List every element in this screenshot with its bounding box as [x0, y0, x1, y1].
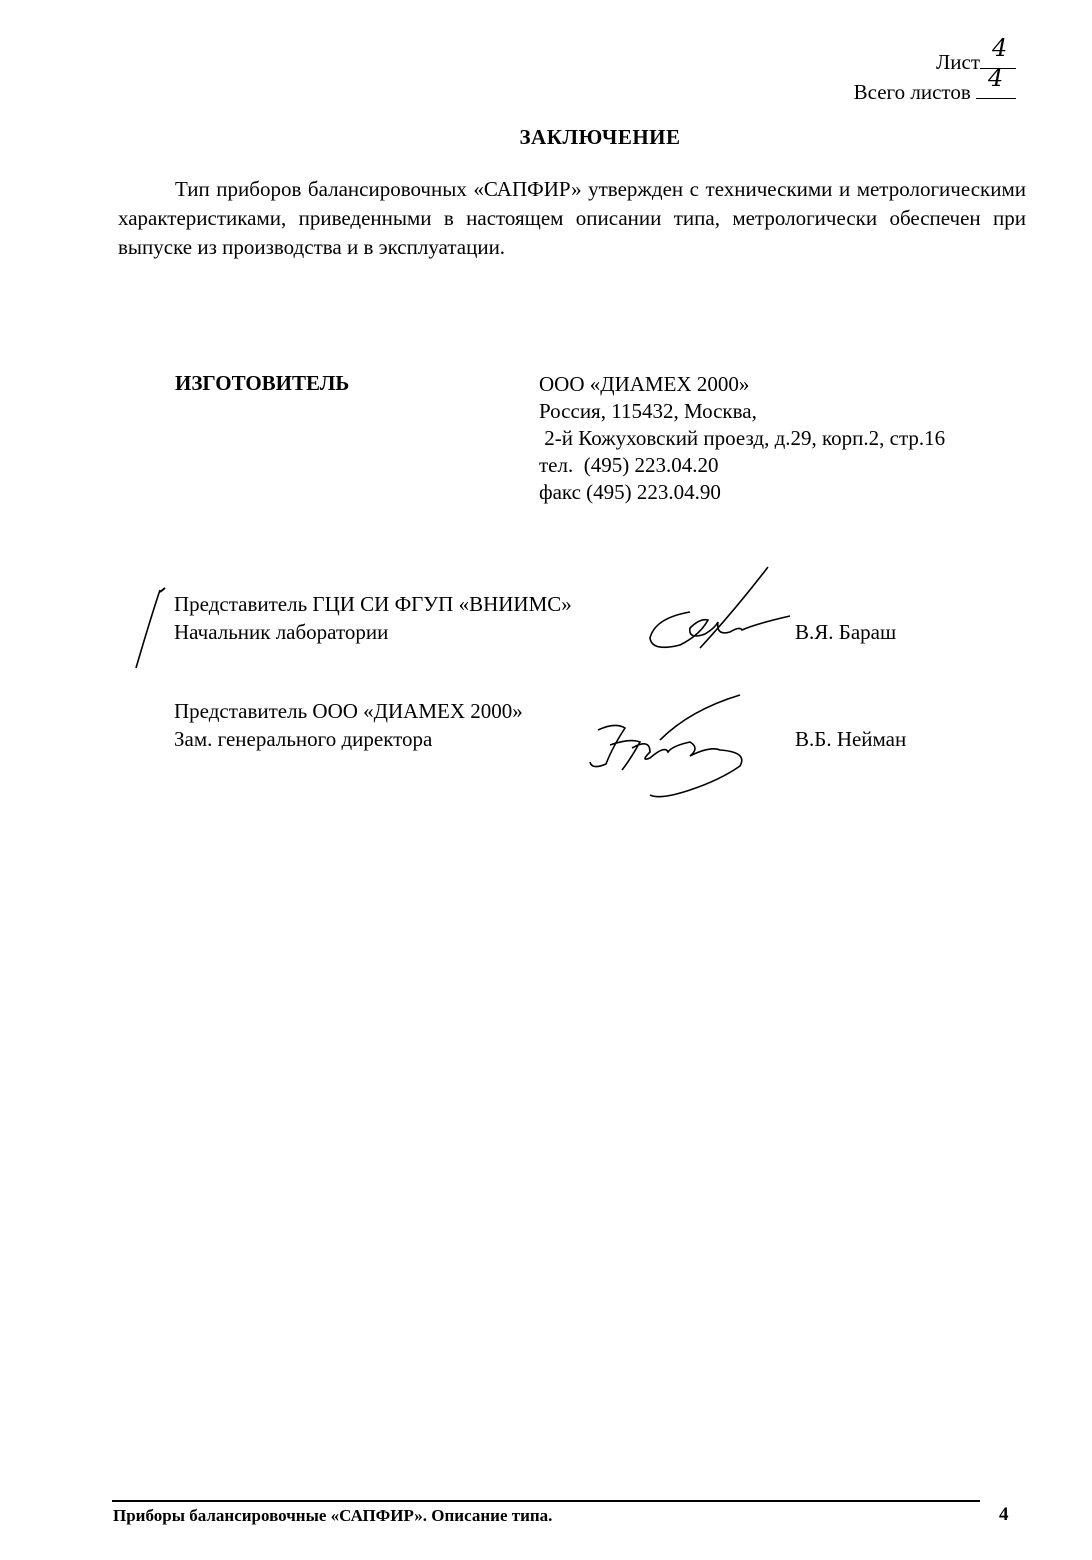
- manufacturer-company: ООО «ДИАМЕХ 2000»: [539, 372, 750, 396]
- total-sheets-handwritten: 4: [988, 64, 1004, 92]
- manufacturer-street: 2-й Кожуховский проезд, д.29, корп.2, стр.16: [539, 426, 946, 450]
- total-sheets-line: [853, 64, 1016, 106]
- manufacturer-fax: факс (495) 223.04.90: [539, 480, 721, 504]
- signatory-1-organization: Представитель ГЦИ СИ ФГУП «ВНИИМС»: [174, 592, 572, 616]
- footer-divider: [112, 1500, 980, 1502]
- conclusion-text: Тип приборов балансировочных «САПФИР» утвержден с техническими и метрологическими характеристиками, приведенными в настоящем описании типа, метрологически обеспечен при выпуске из производства и в эксплуатации.: [118, 177, 1026, 259]
- manufacturer-label: ИЗГОТОВИТЕЛЬ: [175, 371, 350, 395]
- manufacturer-city: Россия, 115432, Москва,: [539, 399, 757, 423]
- sheet-number-handwritten: 4: [992, 34, 1008, 62]
- signatory-2-organization: Представитель ООО «ДИАМЕХ 2000»: [174, 699, 523, 723]
- signatory-2-name: В.Б. Нейман: [795, 727, 907, 751]
- total-sheets-label: Всего листов: [853, 80, 971, 104]
- signatory-2-position: Зам. генерального директора: [174, 727, 433, 751]
- manufacturer-details: [539, 371, 945, 506]
- conclusion-paragraph: [118, 175, 1026, 262]
- sheet-label: Лист: [936, 50, 980, 74]
- signature-2-icon: [0, 0, 1, 1]
- manufacturer-phone: тел. (495) 223.04.20: [539, 453, 719, 477]
- footer-page-number: 4: [999, 1504, 1009, 1525]
- total-sheets-field: [976, 64, 1016, 99]
- signatory-2-block: [174, 697, 523, 753]
- signatory-1-name: В.Я. Бараш: [795, 620, 897, 644]
- signatory-1-position: Начальник лаборатории: [174, 620, 389, 644]
- sheet-info: [853, 34, 1016, 106]
- footer-document-title: Приборы балансировочные «САПФИР». Описание типа.: [113, 1506, 553, 1525]
- signatory-1-block: [174, 590, 572, 646]
- document-title: ЗАКЛЮЧЕНИЕ: [519, 125, 681, 149]
